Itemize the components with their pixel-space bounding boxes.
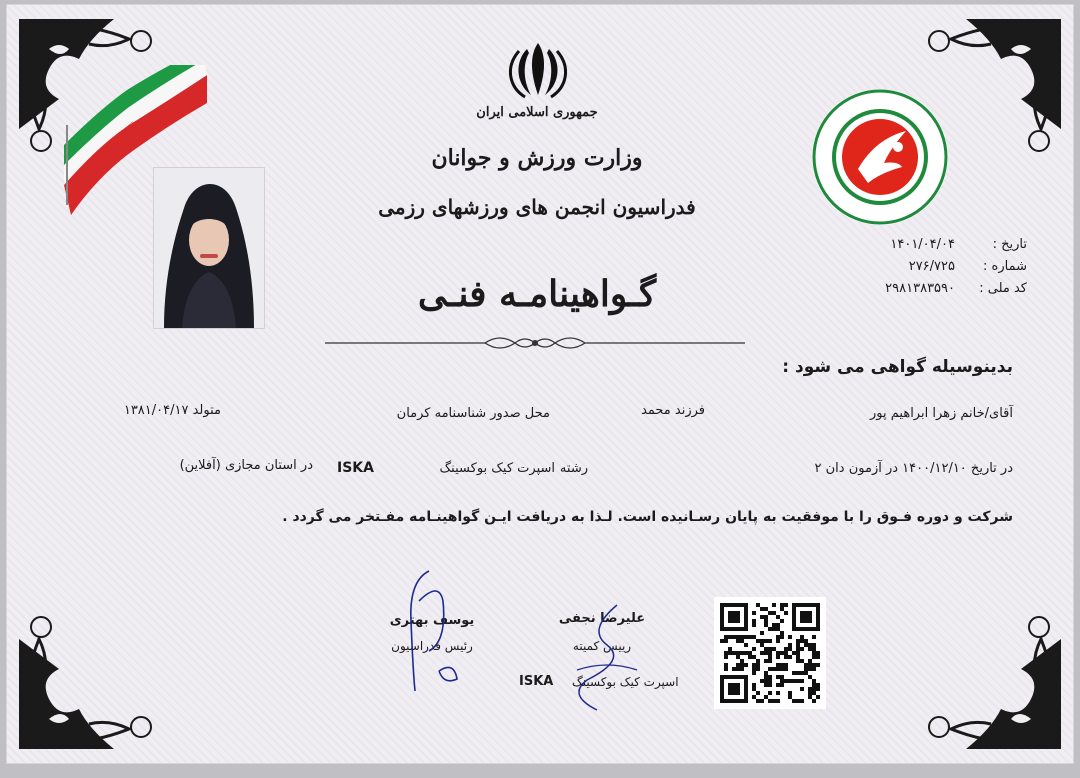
corner-ornament-bottom-left — [19, 599, 169, 749]
certificate — [7, 5, 1073, 763]
date-row — [827, 237, 1027, 259]
title-divider — [325, 333, 745, 353]
field-style-latin: ISKA — [337, 460, 374, 476]
field-style: اسپرت کیک بوکسینگ — [439, 461, 555, 476]
exam-info: در تاریخ ۱۴۰۰/۱۲/۱۰ در آزمون دان ۲ — [814, 461, 1013, 476]
certificate-title: گـواهینامـه فنـی — [417, 273, 657, 315]
federation-logo — [810, 87, 950, 227]
national-id-row — [827, 281, 1027, 303]
date-value: ۱۴۰۱/۰۴/۰۴ — [890, 237, 955, 252]
holder-photo — [153, 167, 265, 329]
meta-block — [827, 237, 1027, 303]
field-label: رشته — [559, 461, 588, 476]
holder-name: آقای/خانم زهرا ابراهیم پور — [870, 406, 1013, 421]
signature-left — [399, 561, 479, 701]
signer-mid-field-latin: ISKA — [519, 674, 554, 689]
country-name: جمهوری اسلامی ایران — [476, 105, 598, 120]
completion-statement: شرکت و دوره فـوق را با موفقیت به پایان رسـانیده است. لـذا به دریافت ایـن گواهینـامه مفـتخر می گردد . — [282, 509, 1013, 525]
signer-left-name: یوسف بهتری — [389, 613, 475, 628]
signer-mid-name: علیرضا نجفی — [558, 611, 646, 626]
number-value: ۲۷۶/۷۲۵ — [908, 259, 955, 274]
date-label: تاریخ : — [992, 237, 1027, 252]
signer-mid-role: رییس کمیته — [572, 639, 632, 653]
qr-code — [714, 597, 826, 709]
svg-text:۩: ۩ — [127, 121, 138, 137]
ministry-name: وزارت ورزش و جوانان — [431, 145, 643, 171]
national-id-value: ۲۹۸۱۳۸۳۵۹۰ — [885, 281, 955, 296]
federation-name: فدراسیون انجمن های ورزشهای رزمی — [378, 195, 696, 219]
issue-place: محل صدور شناسنامه کرمان — [396, 406, 550, 421]
corner-ornament-bottom-right — [911, 599, 1061, 749]
signer-left-role: رئیس فدراسیون — [391, 639, 473, 653]
signature-mid — [547, 600, 657, 720]
number-row — [827, 259, 1027, 281]
signer-mid-field: اسپرت کیک بوکسینگ — [572, 675, 679, 689]
intro-text: بدینوسیله گواهی می شود : — [782, 357, 1013, 377]
province-info: در استان مجازی (آفلاین) — [179, 458, 313, 473]
iran-emblem-icon — [507, 39, 569, 101]
birth-date: متولد ۱۳۸۱/۰۴/۱۷ — [123, 403, 221, 418]
number-label: شماره : — [983, 259, 1027, 274]
father-name: فرزند محمد — [641, 403, 705, 418]
national-id-label: کد ملی : — [979, 281, 1027, 296]
